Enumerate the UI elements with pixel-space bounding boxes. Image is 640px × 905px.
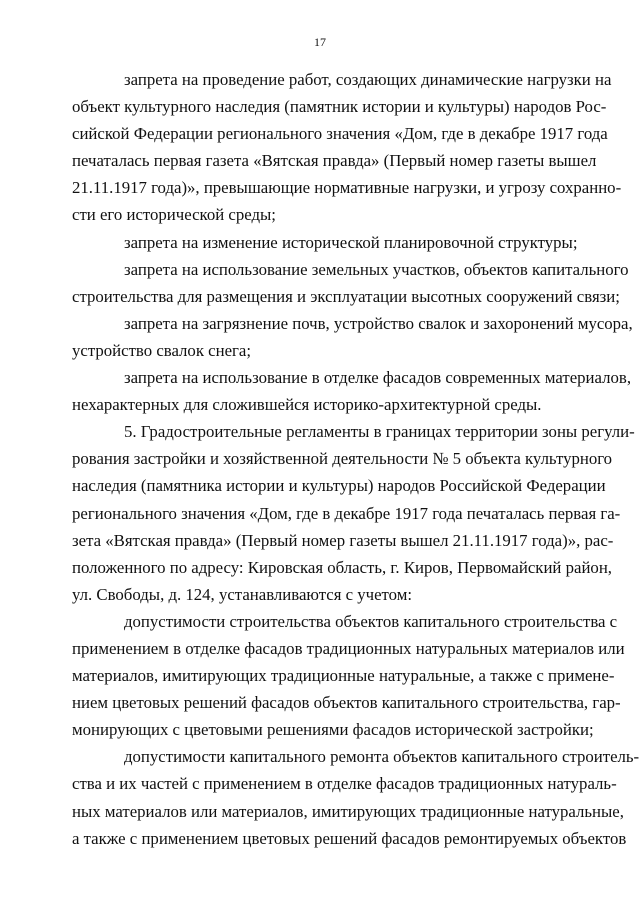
text-line: допустимости капитального ремонта объектов капитального строитель- bbox=[124, 747, 640, 767]
text-line: строительства для размещения и эксплуатации высотных сооружений связи; bbox=[72, 286, 620, 306]
text-line: рования застройки и хозяйственной деятельности № 5 объекта культурного bbox=[72, 449, 613, 469]
text-line: применением в отделке фасадов традиционных натуральных материалов или bbox=[72, 638, 625, 658]
text-line: 5. Градостроительные регламенты в границах территории зоны регули- bbox=[124, 422, 635, 442]
text-line: запрета на изменение исторической планировочной структуры; bbox=[124, 232, 578, 252]
text-line: запрета на использование в отделке фасадов современных материалов, bbox=[124, 368, 632, 388]
text-line: монирующих с цветовыми решениями фасадов исторической застройки; bbox=[72, 720, 594, 740]
text-line: запрета на загрязнение почв, устройство свалок и захоронений мусора, bbox=[124, 313, 633, 333]
text-line: ства и их частей с применением в отделке фасадов традиционных натураль- bbox=[72, 774, 617, 794]
text-line: ных материалов или материалов, имитирующих традиционные натуральные, bbox=[72, 801, 624, 821]
text-line: положенного по адресу: Кировская область, г. Киров, Первомайский район, bbox=[72, 557, 612, 577]
text-line: ул. Свободы, д. 124, устанавливаются с учетом: bbox=[72, 584, 413, 604]
text-line: регионального значения «Дом, где в декабре 1917 года печаталась первая га- bbox=[72, 503, 621, 523]
text-line: нехарактерных для сложившейся историко-архитектурной среды. bbox=[72, 395, 542, 415]
text-line: запрета на проведение работ, создающих динамические нагрузки на bbox=[124, 70, 612, 89]
text-line: зета «Вятская правда» (Первый номер газеты вышел 21.11.1917 года)», рас- bbox=[72, 530, 614, 550]
text-line: допустимости строительства объектов капитального строительства с bbox=[124, 611, 618, 631]
text-line: нием цветовых решений фасадов объектов капитального строительства, гар- bbox=[72, 693, 621, 713]
document-body bbox=[72, 66, 640, 852]
text-line: запрета на использование земельных участков, объектов капитального bbox=[124, 259, 629, 279]
text-line: материалов, имитирующих традиционные натуральные, а также с примене- bbox=[72, 666, 615, 686]
text-line: сийской Федерации регионального значения «Дом, где в декабре 1917 года bbox=[72, 124, 608, 144]
text-line: объект культурного наследия (памятник истории и культуры) народов Рос- bbox=[72, 97, 607, 117]
text-line: а также с применением цветовых решений фасадов ремонтируемых объектов bbox=[72, 828, 627, 848]
text-line: наследия (памятника истории и культуры) народов Российской Федерации bbox=[72, 476, 606, 496]
text-line: печаталась первая газета «Вятская правда» (Первый номер газеты вышел bbox=[72, 151, 597, 171]
page-number: 17 bbox=[314, 35, 326, 49]
text-line: сти его исторической среды; bbox=[72, 205, 276, 225]
text-line: 21.11.1917 года)», превышающие нормативные нагрузки, и угрозу сохранно- bbox=[72, 178, 622, 198]
text-line: устройство свалок снега; bbox=[72, 340, 252, 360]
